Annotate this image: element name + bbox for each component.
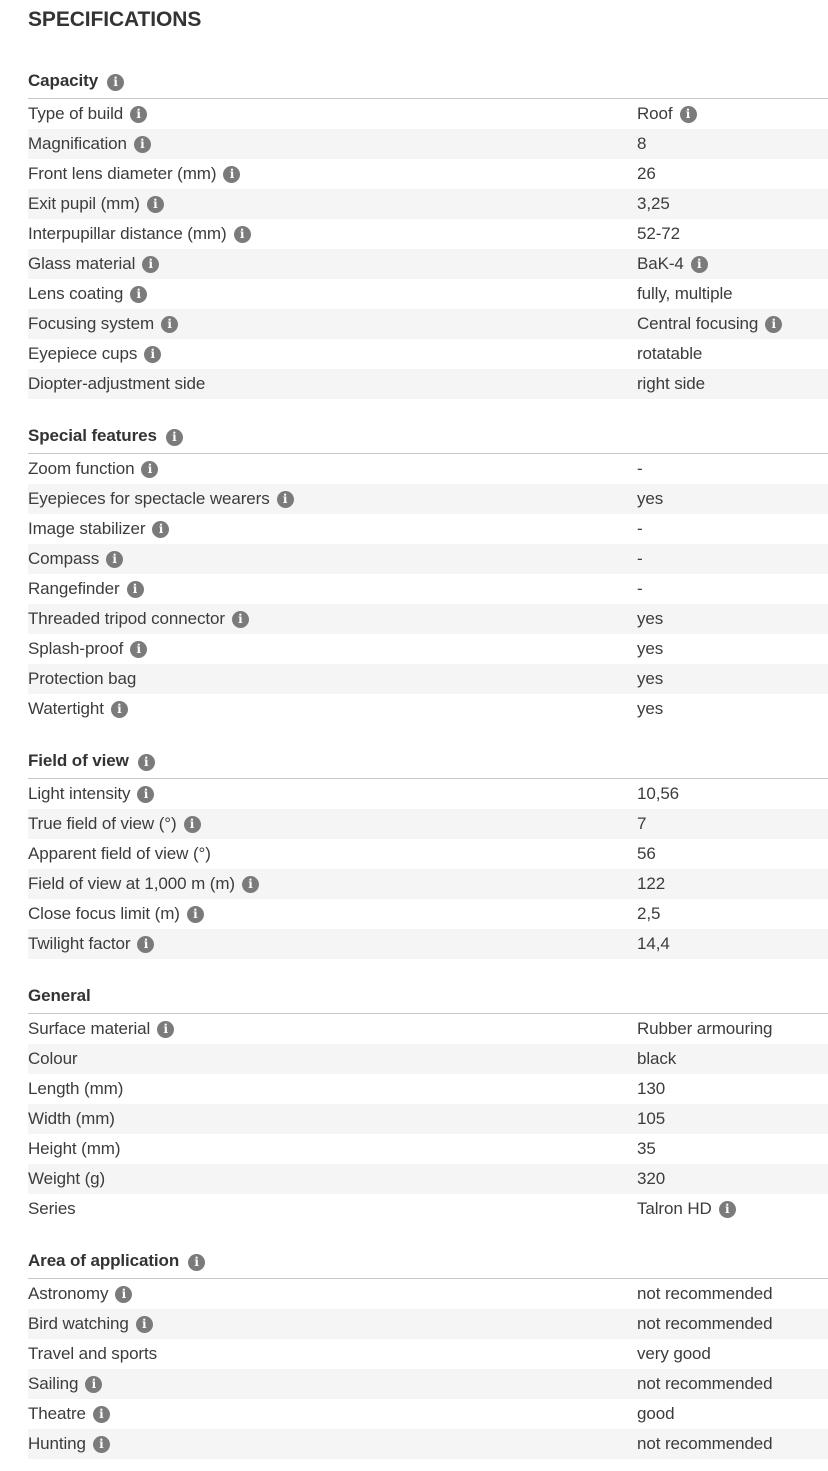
spec-row xyxy=(28,1164,828,1194)
spec-value: yes xyxy=(637,489,664,508)
spec-label-cell xyxy=(28,1079,637,1099)
spec-value-cell xyxy=(637,1019,828,1039)
spec-label-cell xyxy=(28,344,637,364)
info-icon[interactable]: i xyxy=(138,754,155,771)
spec-value-cell xyxy=(637,284,828,304)
spec-value: not recommended xyxy=(637,1374,773,1393)
spec-value: 8 xyxy=(637,134,647,153)
spec-value-cell xyxy=(637,1169,828,1189)
spec-label-cell xyxy=(28,1344,637,1364)
spec-row xyxy=(28,189,828,219)
spec-value: fully, multiple xyxy=(637,284,733,303)
info-icon[interactable]: i xyxy=(161,316,178,333)
spec-value: 35 xyxy=(637,1139,656,1158)
spec-value-cell xyxy=(637,784,828,804)
spec-label-cell xyxy=(28,844,637,864)
spec-label-cell xyxy=(28,164,637,184)
spec-row xyxy=(28,634,828,664)
spec-value: not recommended xyxy=(637,1284,773,1303)
section-header xyxy=(28,985,828,1014)
spec-label-cell xyxy=(28,374,637,394)
section-header xyxy=(28,750,828,779)
spec-label-cell xyxy=(28,459,637,479)
spec-label-cell xyxy=(28,1374,637,1394)
spec-row xyxy=(28,159,828,189)
spec-value: 7 xyxy=(637,814,647,833)
info-icon[interactable]: i xyxy=(137,936,154,953)
section-rows xyxy=(28,454,828,724)
info-icon[interactable]: i xyxy=(144,346,161,363)
spec-label: Eyepiece cups xyxy=(28,344,138,363)
spec-section xyxy=(28,425,828,724)
spec-value-cell xyxy=(637,1314,828,1334)
spec-label: Height (mm) xyxy=(28,1139,121,1158)
spec-label: Length (mm) xyxy=(28,1079,124,1098)
section-rows xyxy=(28,779,828,959)
info-icon[interactable]: i xyxy=(187,906,204,923)
spec-row xyxy=(28,99,828,129)
info-icon[interactable]: i xyxy=(115,1286,132,1303)
spec-sections xyxy=(28,70,828,1459)
section-title: Area of application xyxy=(28,1251,180,1270)
spec-label: Sailing xyxy=(28,1374,79,1393)
info-icon[interactable]: i xyxy=(93,1406,110,1423)
spec-value: Central focusing xyxy=(637,314,759,333)
page-title: SPECIFICATIONS xyxy=(28,8,202,31)
spec-label-cell xyxy=(28,669,637,689)
spec-label-cell xyxy=(28,1139,637,1159)
spec-value-cell xyxy=(637,549,828,569)
spec-row xyxy=(28,1104,828,1134)
spec-label: Field of view at 1,000 m (m) xyxy=(28,874,235,893)
info-icon[interactable]: i xyxy=(111,701,128,718)
spec-label: Watertight xyxy=(28,699,104,718)
spec-value: right side xyxy=(637,374,705,393)
spec-row xyxy=(28,129,828,159)
spec-label-cell xyxy=(28,549,637,569)
spec-label-cell xyxy=(28,254,637,274)
info-icon[interactable]: i xyxy=(147,196,164,213)
spec-label: Surface material xyxy=(28,1019,151,1038)
spec-value-cell xyxy=(637,374,828,394)
info-icon[interactable]: i xyxy=(277,491,294,508)
spec-row xyxy=(28,899,828,929)
section-header xyxy=(28,70,828,99)
info-icon[interactable]: i xyxy=(93,1436,110,1453)
spec-row xyxy=(28,1074,828,1104)
spec-label-cell xyxy=(28,1109,637,1129)
spec-label: Lens coating xyxy=(28,284,124,303)
spec-value: not recommended xyxy=(637,1434,773,1453)
spec-row xyxy=(28,809,828,839)
info-icon[interactable]: i xyxy=(134,136,151,153)
spec-value: 122 xyxy=(637,874,666,893)
info-icon[interactable]: i xyxy=(184,816,201,833)
spec-label: Twilight factor xyxy=(28,934,131,953)
spec-value-cell xyxy=(637,489,828,509)
spec-value: BaK-4 xyxy=(637,254,684,273)
spec-label: Eyepieces for spectacle wearers xyxy=(28,489,270,508)
spec-label: Splash-proof xyxy=(28,639,124,658)
info-icon[interactable]: i xyxy=(157,1021,174,1038)
section-title: Capacity xyxy=(28,71,99,90)
spec-label: Diopter-adjustment side xyxy=(28,374,206,393)
spec-row xyxy=(28,779,828,809)
spec-value-cell xyxy=(637,874,828,894)
spec-label: Magnification xyxy=(28,134,127,153)
spec-row xyxy=(28,1134,828,1164)
spec-row xyxy=(28,309,828,339)
spec-row xyxy=(28,929,828,959)
info-icon[interactable]: i xyxy=(188,1254,205,1271)
spec-label: Zoom function xyxy=(28,459,135,478)
spec-label: Threaded tripod connector xyxy=(28,609,225,628)
spec-label: Exit pupil (mm) xyxy=(28,194,140,213)
spec-value: Talron HD xyxy=(637,1199,712,1218)
spec-row xyxy=(28,1399,828,1429)
spec-row xyxy=(28,514,828,544)
spec-value-cell xyxy=(637,1344,828,1364)
spec-label: Series xyxy=(28,1199,76,1218)
spec-value: Rubber armouring xyxy=(637,1019,773,1038)
spec-value-cell xyxy=(637,1049,828,1069)
spec-section xyxy=(28,985,828,1224)
spec-value-cell xyxy=(637,1284,828,1304)
info-icon[interactable]: i xyxy=(765,316,782,333)
spec-label: Type of build xyxy=(28,104,124,123)
spec-label: Close focus limit (m) xyxy=(28,904,180,923)
spec-value-cell xyxy=(637,519,828,539)
info-icon[interactable]: i xyxy=(232,611,249,628)
spec-section xyxy=(28,1250,828,1459)
spec-label: Front lens diameter (mm) xyxy=(28,164,217,183)
info-icon[interactable]: i xyxy=(166,429,183,446)
section-rows xyxy=(28,1279,828,1459)
spec-label: Glass material xyxy=(28,254,136,273)
spec-value-cell xyxy=(637,579,828,599)
spec-value: 10,56 xyxy=(637,784,680,803)
spec-value-cell xyxy=(637,1109,828,1129)
spec-value: 320 xyxy=(637,1169,666,1188)
spec-value-cell xyxy=(637,609,828,629)
spec-row xyxy=(28,249,828,279)
spec-row xyxy=(28,279,828,309)
spec-value-cell xyxy=(637,814,828,834)
spec-label: Apparent field of view (°) xyxy=(28,844,211,863)
spec-value-cell xyxy=(637,669,828,689)
spec-label-cell xyxy=(28,639,637,659)
spec-row xyxy=(28,1014,828,1044)
spec-label: Hunting xyxy=(28,1434,86,1453)
info-icon[interactable]: i xyxy=(223,166,240,183)
info-icon[interactable]: i xyxy=(106,551,123,568)
spec-label: Compass xyxy=(28,549,100,568)
section-rows xyxy=(28,1014,828,1224)
spec-value-cell xyxy=(637,639,828,659)
section-rows xyxy=(28,99,828,399)
info-icon[interactable]: i xyxy=(107,74,124,91)
spec-label-cell xyxy=(28,284,637,304)
spec-label: True field of view (°) xyxy=(28,814,177,833)
info-icon[interactable]: i xyxy=(136,1316,153,1333)
spec-value: 52-72 xyxy=(637,224,680,243)
spec-section xyxy=(28,70,828,399)
spec-value-cell xyxy=(637,1079,828,1099)
spec-label-cell xyxy=(28,194,637,214)
spec-value-cell xyxy=(637,934,828,954)
spec-label-cell xyxy=(28,134,637,154)
spec-value-cell xyxy=(637,904,828,924)
spec-label-cell xyxy=(28,609,637,629)
spec-value: - xyxy=(637,519,643,538)
spec-row xyxy=(28,1194,828,1224)
spec-row xyxy=(28,839,828,869)
spec-row xyxy=(28,664,828,694)
spec-value-cell xyxy=(637,1199,828,1219)
spec-row xyxy=(28,1279,828,1309)
spec-value: 3,25 xyxy=(637,194,670,213)
spec-label-cell xyxy=(28,874,637,894)
spec-value-cell xyxy=(637,314,828,334)
spec-label-cell xyxy=(28,314,637,334)
spec-row xyxy=(28,339,828,369)
spec-label: Rangefinder xyxy=(28,579,120,598)
spec-value: 14,4 xyxy=(637,934,670,953)
info-icon[interactable]: i xyxy=(234,226,251,243)
spec-label: Image stabilizer xyxy=(28,519,146,538)
spec-row xyxy=(28,604,828,634)
section-header xyxy=(28,425,828,454)
spec-label-cell xyxy=(28,1314,637,1334)
spec-value: 105 xyxy=(637,1109,666,1128)
info-icon[interactable]: i xyxy=(719,1201,736,1218)
spec-value-cell xyxy=(637,254,828,274)
spec-value-cell xyxy=(637,164,828,184)
info-icon[interactable]: i xyxy=(142,256,159,273)
spec-value: not recommended xyxy=(637,1314,773,1333)
spec-label-cell xyxy=(28,1404,637,1424)
spec-value: yes xyxy=(637,669,664,688)
spec-value-cell xyxy=(637,459,828,479)
spec-label: Bird watching xyxy=(28,1314,129,1333)
spec-value-cell xyxy=(637,699,828,719)
spec-value: yes xyxy=(637,699,664,718)
spec-label-cell xyxy=(28,784,637,804)
spec-value: black xyxy=(637,1049,677,1068)
spec-row xyxy=(28,219,828,249)
spec-label-cell xyxy=(28,1169,637,1189)
spec-row xyxy=(28,1429,828,1459)
spec-value-cell xyxy=(637,1404,828,1424)
spec-label-cell xyxy=(28,814,637,834)
spec-label: Travel and sports xyxy=(28,1344,158,1363)
spec-row xyxy=(28,1339,828,1369)
spec-row xyxy=(28,869,828,899)
spec-value: good xyxy=(637,1404,675,1423)
info-icon[interactable]: i xyxy=(137,786,154,803)
spec-row xyxy=(28,1309,828,1339)
spec-label-cell xyxy=(28,519,637,539)
spec-row xyxy=(28,1044,828,1074)
spec-label-cell xyxy=(28,934,637,954)
spec-label-cell xyxy=(28,699,637,719)
spec-label-cell xyxy=(28,1284,637,1304)
spec-row xyxy=(28,544,828,574)
spec-value-cell xyxy=(637,104,828,124)
spec-label: Weight (g) xyxy=(28,1169,106,1188)
spec-label: Astronomy xyxy=(28,1284,109,1303)
spec-value: - xyxy=(637,579,643,598)
spec-label: Focusing system xyxy=(28,314,155,333)
info-icon[interactable]: i xyxy=(141,461,158,478)
spec-label-cell xyxy=(28,1049,637,1069)
spec-row xyxy=(28,484,828,514)
info-icon[interactable]: i xyxy=(130,286,147,303)
spec-row xyxy=(28,1369,828,1399)
spec-value-cell xyxy=(637,844,828,864)
spec-label-cell xyxy=(28,1019,637,1039)
spec-label: Light intensity xyxy=(28,784,131,803)
spec-value: 2,5 xyxy=(637,904,661,923)
spec-value-cell xyxy=(637,1434,828,1454)
spec-value: - xyxy=(637,459,643,478)
spec-label: Colour xyxy=(28,1049,78,1068)
section-header xyxy=(28,1250,828,1279)
spec-row xyxy=(28,574,828,604)
spec-value-cell xyxy=(637,1374,828,1394)
spec-value: yes xyxy=(637,639,664,658)
spec-label-cell xyxy=(28,489,637,509)
spec-label-cell xyxy=(28,904,637,924)
info-icon[interactable]: i xyxy=(691,256,708,273)
spec-value: very good xyxy=(637,1344,711,1363)
spec-label-cell xyxy=(28,224,637,244)
spec-row xyxy=(28,694,828,724)
spec-value-cell xyxy=(637,194,828,214)
info-icon[interactable]: i xyxy=(85,1376,102,1393)
spec-label-cell xyxy=(28,1434,637,1454)
spec-row xyxy=(28,369,828,399)
section-title: Special features xyxy=(28,426,157,445)
spec-section xyxy=(28,750,828,959)
info-icon[interactable]: i xyxy=(152,521,169,538)
spec-label-cell xyxy=(28,579,637,599)
spec-value-cell xyxy=(637,134,828,154)
section-title: General xyxy=(28,986,91,1005)
info-icon[interactable]: i xyxy=(680,106,697,123)
spec-label: Width (mm) xyxy=(28,1109,115,1128)
spec-value: 26 xyxy=(637,164,656,183)
spec-value: - xyxy=(637,549,643,568)
spec-value-cell xyxy=(637,224,828,244)
section-title: Field of view xyxy=(28,751,129,770)
spec-value: 56 xyxy=(637,844,656,863)
spec-value-cell xyxy=(637,344,828,364)
info-icon[interactable]: i xyxy=(130,106,147,123)
spec-label: Theatre xyxy=(28,1404,86,1423)
spec-value-cell xyxy=(637,1139,828,1159)
spec-value: yes xyxy=(637,609,664,628)
info-icon[interactable]: i xyxy=(242,876,259,893)
spec-value: Roof xyxy=(637,104,673,123)
spec-value: 130 xyxy=(637,1079,666,1098)
spec-label: Interpupillar distance (mm) xyxy=(28,224,227,243)
spec-row xyxy=(28,454,828,484)
info-icon[interactable]: i xyxy=(127,581,144,598)
spec-value: rotatable xyxy=(637,344,703,363)
spec-label: Protection bag xyxy=(28,669,137,688)
spec-label-cell xyxy=(28,1199,637,1219)
spec-label-cell xyxy=(28,104,637,124)
info-icon[interactable]: i xyxy=(130,641,147,658)
